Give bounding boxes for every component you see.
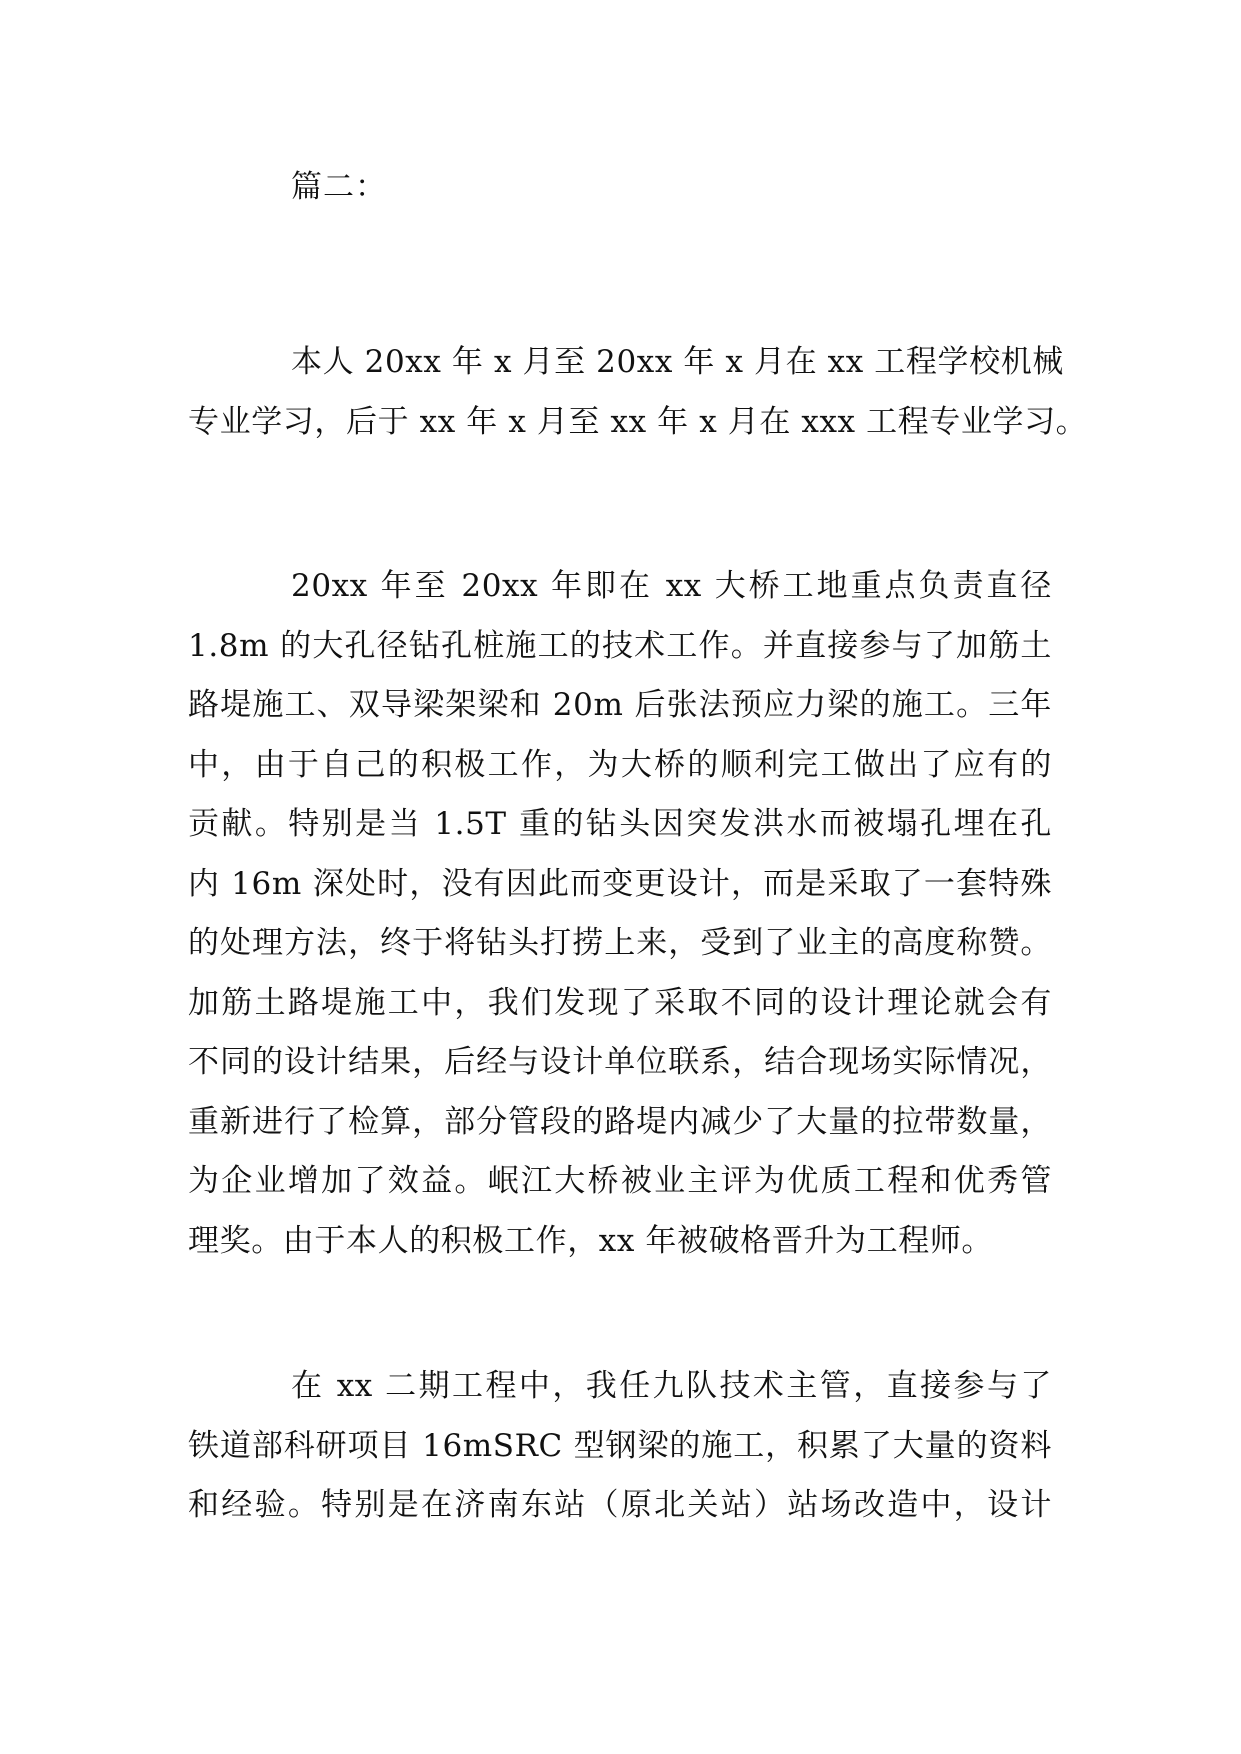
paragraph-line: 理奖。由于本人的积极工作，xx 年被破格晋升为工程师。 [188,1222,994,1259]
paragraph-line: 加筋土路堤施工中，我们发现了采取不同的设计理论就会有 [188,984,1052,1021]
paragraph-line: 贡献。特别是当 1.5T 重的钻头因突发洪水而被塌孔埋在孔 [188,806,1052,842]
paragraph-bridge-project [188,557,1052,1271]
paragraph-line: 重新进行了检算，部分管段的路堤内减少了大量的拉带数量， [188,1103,1052,1140]
paragraph-line: 为企业增加了效益。岷江大桥被业主评为优质工程和优秀管 [188,1163,1052,1199]
paragraph-line: 内 16m 深处时，没有因此而变更设计，而是采取了一套特殊 [188,865,1052,902]
paragraph-line: 专业学习，后于 xx 年 x 月至 xx 年 x 月在 xxx 工程专业学习。 [188,403,1088,440]
paragraph-line: 路堤施工、双导梁架梁和 20m 后张法预应力梁的施工。三年 [188,687,1052,723]
paragraph-education [188,333,1088,452]
paragraph-line: 的处理方法，终于将钻头打捞上来，受到了业主的高度称赞。 [188,925,1052,961]
paragraph-line: 中，由于自己的积极工作，为大桥的顺利完工做出了应有的 [188,746,1052,783]
section-heading: 篇二： [291,169,387,205]
paragraph-line: 铁道部科研项目 16mSRC 型钢梁的施工，积累了大量的资料 [188,1427,1052,1464]
paragraph-line: 本人 20xx 年 x 月至 20xx 年 x 月在 xx 工程学校机械 [291,344,1064,380]
paragraph-line: 在 xx 二期工程中，我任九队技术主管，直接参与了 [291,1368,1052,1404]
paragraph-phase-two [188,1357,1052,1536]
paragraph-line: 和经验。特别是在济南东站（原北关站）站场改造中，设计 [188,1487,1052,1523]
paragraph-line: 1.8m 的大孔径钻孔桩施工的技术工作。并直接参与了加筋土 [188,627,1052,664]
paragraph-line: 不同的设计结果，后经与设计单位联系，结合现场实际情况， [188,1044,1052,1080]
paragraph-line: 20xx 年至 20xx 年即在 xx 大桥工地重点负责直径 [291,568,1052,604]
